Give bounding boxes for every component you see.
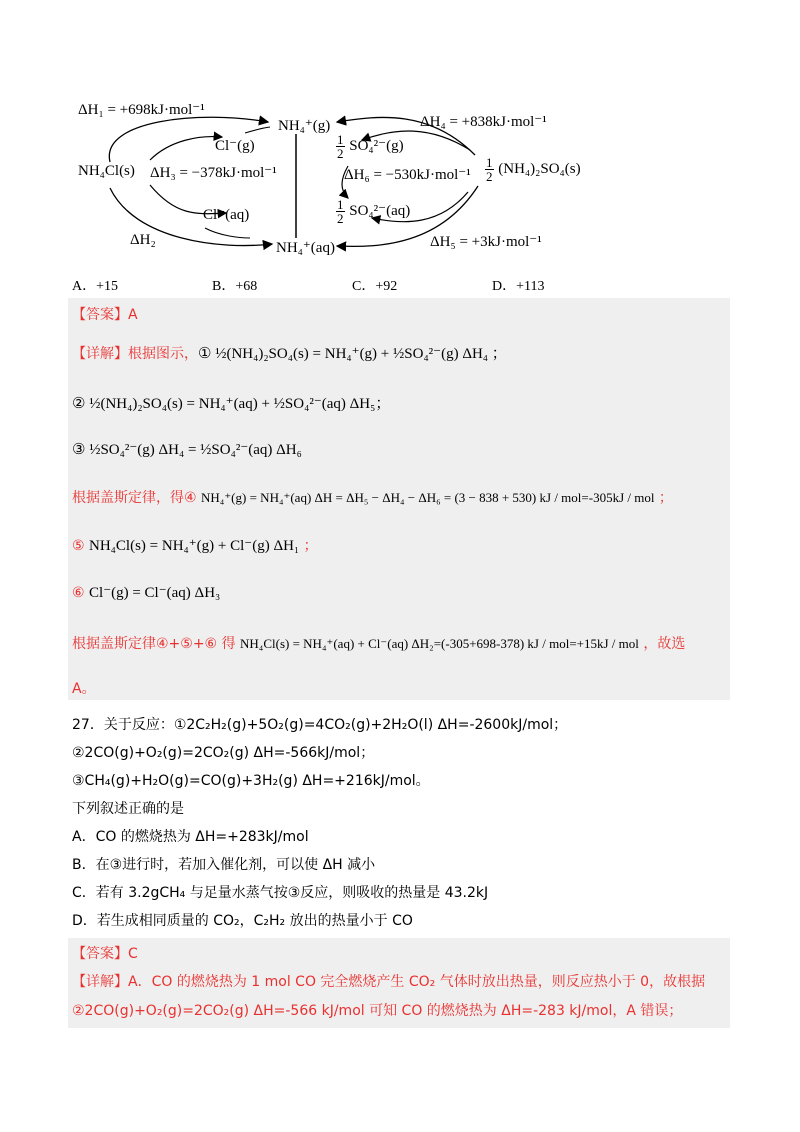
detail-line-8: A。 — [72, 681, 96, 697]
q27-option-b: B．在③进行时，若加入催化剂，可以使 ΔH 减小 — [72, 857, 376, 873]
q27-option-c: C．若有 3.2gCH₄ 与足量水蒸气按③反应，则吸收的热量是 43.2kJ — [72, 885, 489, 901]
detail-line-6: ⑥ Cl⁻(g) = Cl⁻(aq) ΔH₃ — [72, 585, 221, 601]
detail-line-1: 【详解】根据图示，① ½(NH₄)₂SO₄(s) = NH₄⁺(g) + ½SO₄²⁻(g) ΔH₄ ； — [72, 346, 507, 362]
detail-line-4: 根据盖斯定律，得④ NH₄⁺(g) = NH₄⁺(aq) ΔH = ΔH₅ − ΔH₄ − ΔH₆ = (3 − 838 + 530) kJ / mol=-305kJ / mol ； — [72, 490, 673, 506]
q27-line-3: ③CH₄(g)+H₂O(g)=CO(g)+3H₂(g) ΔH=+216kJ/mol。 — [72, 773, 430, 789]
answer2-line-2: ②2CO(g)+O₂(g)=2CO₂(g) ΔH=-566 kJ/mol 可知 CO 的燃烧热为 ΔH=-283 kJ/mol，A 错误； — [72, 1003, 683, 1019]
arrow-cl-to-nh4 — [245, 127, 270, 133]
q27-option-d: D．若生成相同质量的 CO₂，C₂H₂ 放出的热量小于 CO — [72, 913, 413, 929]
dh3-label: ΔH₃ = −378kJ·mol⁻¹ — [150, 165, 277, 181]
detail-line-7: 根据盖斯定律④+⑤+⑥ 得 NH₄Cl(s) = NH₄⁺(aq) + Cl⁻(aq) ΔH₂=(-305+698-378) kJ / mol=+15kJ / mol ，故选 — [72, 636, 686, 652]
dh2-label: ΔH₂ — [130, 232, 156, 248]
q27-option-a: A．CO 的燃烧热为 ΔH=+283kJ/mol — [72, 829, 309, 845]
dh6-label: ΔH₆ = −530kJ·mol⁻¹ — [344, 167, 471, 183]
option-a: A．+15 — [72, 279, 119, 294]
answer2-line-1: 【详解】A．CO 的燃烧热为 1 mol CO 完全燃烧产生 CO₂ 气体时放出热量，则反应热小于 0，故根据 — [72, 974, 706, 990]
option-b: B．+68 — [212, 279, 258, 294]
cl-g-label: Cl⁻(g) — [215, 138, 255, 154]
q27-line-2: ②2CO(g)+O₂(g)=2CO₂(g) ΔH=-566kJ/mol； — [72, 745, 375, 761]
dh1-label: ΔH₁ = +698kJ·mol⁻¹ — [78, 102, 205, 118]
arrow-cl-g — [150, 137, 222, 160]
cl-aq-label: Cl⁻(aq) — [203, 207, 250, 223]
nh4-g-label: NH₄⁺(g) — [278, 118, 331, 134]
q27-stem: 下列叙述正确的是 — [72, 801, 184, 817]
arrow-clag — [205, 228, 250, 238]
option-c: C．+92 — [352, 279, 398, 294]
detail-line-5: ⑤ NH₄Cl(s) = NH₄⁺(g) + Cl⁻(g) ΔH₁ ； — [72, 538, 318, 554]
dh5-label: ΔH₅ = +3kJ·mol⁻¹ — [430, 234, 542, 250]
option-d: D．+113 — [492, 279, 545, 294]
ammonium-sulfate-label: $\frac{1}{2}$ (NH₄)₂SO₄(s) — [486, 155, 581, 184]
q27-line-1: 27．关于反应：①2C₂H₂(g)+5O₂(g)=4CO₂(g)+2H₂O(l) ΔH=-2600kJ/mol； — [72, 717, 568, 733]
detail-line-3: ③ ½SO₄²⁻(g) ΔH₄ = ½SO₄²⁻(aq) ΔH₆ — [72, 442, 302, 458]
nh4cl-label: NH₄Cl(s) — [78, 163, 135, 179]
detail-line-2: ② ½(NH₄)₂SO₄(s) = NH₄⁺(aq) + ½SO₄²⁻(aq) ΔH₅； — [72, 396, 391, 412]
answer-label-2: 【答案】C — [72, 946, 138, 962]
half-so4-g: $\frac{1}{2}$ SO₄²⁻(g) — [337, 132, 404, 161]
nh4-aq-label: NH₄⁺(aq) — [276, 240, 335, 256]
dh4-label: ΔH₄ = +838kJ·mol⁻¹ — [420, 114, 547, 130]
answer-label-1: 【答案】A — [72, 307, 138, 323]
half-so4-aq: $\frac{1}{2}$ SO₄²⁻(aq) — [337, 197, 411, 226]
